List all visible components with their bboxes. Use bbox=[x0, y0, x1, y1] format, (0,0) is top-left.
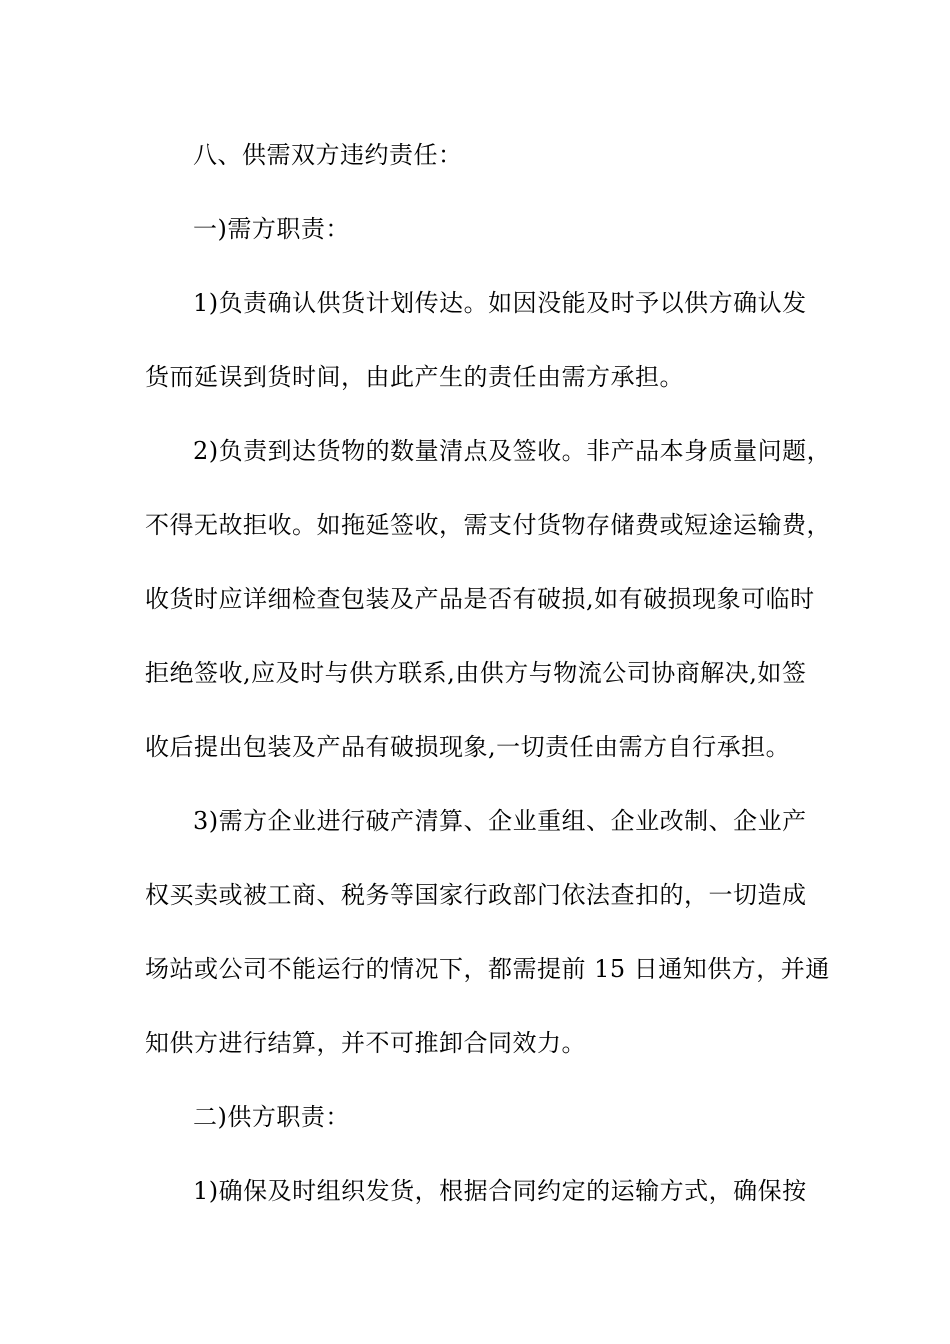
paragraph-line: 知供方进行结算，并不可推卸合同效力。 bbox=[145, 1029, 586, 1057]
paragraph-line: 1)确保及时组织发货，根据合同约定的运输方式，确保按 bbox=[193, 1177, 807, 1205]
paragraph-line: 2)负责到达货物的数量清点及签收。非产品本身质量问题， bbox=[193, 437, 832, 465]
paragraph-line: 不得无故拒收。如拖延签收，需支付货物存储费或短途运输费， bbox=[145, 511, 831, 539]
paragraph-line: 拒绝签收,应及时与供方联系,由供方与物流公司协商解决,如签 bbox=[145, 659, 807, 687]
paragraph-line: 1)负责确认供货计划传达。如因没能及时予以供方确认发 bbox=[193, 289, 807, 317]
subsection-heading-buyer: 一)需方职责： bbox=[193, 215, 350, 243]
subsection-heading-supplier: 二)供方职责： bbox=[193, 1103, 350, 1131]
paragraph-line: 货而延误到货时间，由此产生的责任由需方承担。 bbox=[145, 363, 684, 391]
paragraph-line: 收后提出包装及产品有破损现象,一切责任由需方自行承担。 bbox=[145, 733, 791, 761]
section-heading: 八、供需双方违约责任： bbox=[193, 141, 463, 169]
paragraph-line: 3)需方企业进行破产清算、企业重组、企业改制、企业产 bbox=[193, 807, 807, 835]
paragraph-line: 场站或公司不能运行的情况下，都需提前 15 日通知供方，并通 bbox=[145, 955, 830, 983]
paragraph-line: 收货时应详细检查包装及产品是否有破损,如有破损现象可临时 bbox=[145, 585, 815, 613]
paragraph-line: 权买卖或被工商、税务等国家行政部门依法查扣的，一切造成 bbox=[145, 881, 807, 909]
